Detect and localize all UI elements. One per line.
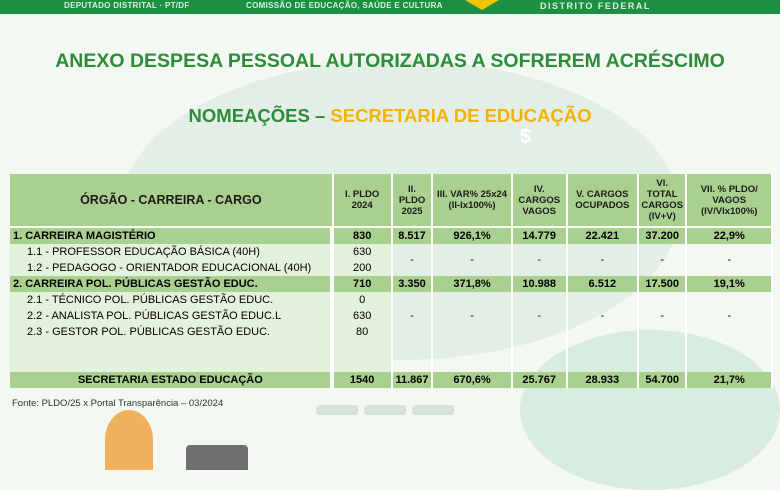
table-cell: 630 <box>334 308 393 324</box>
table-cell: 17.500 <box>639 276 688 292</box>
header-cell: VII. % PLDO/ VAGOS (IV/VIx100%) <box>687 174 773 226</box>
table-row <box>10 292 773 308</box>
group-label: 2. CARREIRA POL. PÚBLICAS GESTÃO EDUC. <box>10 276 334 292</box>
header-cell: III. VAR% 25x24 (II-Ix100%) <box>433 174 512 226</box>
table-spacer-row <box>10 356 773 372</box>
table-cell: - <box>393 292 434 340</box>
table-cell: - <box>433 292 512 340</box>
table-row <box>10 228 773 244</box>
table-cell: 670,6% <box>433 372 512 388</box>
total-label: SECRETARIA ESTADO EDUCAÇÃO <box>10 372 334 388</box>
laptop-icon <box>186 445 248 470</box>
table-cell: 10.988 <box>513 276 568 292</box>
table-cell: 28.933 <box>568 372 639 388</box>
header-cell: IV. CARGOS VAGOS <box>513 174 568 226</box>
table-cell: - <box>393 244 434 276</box>
table-cell: 200 <box>334 260 393 276</box>
table-cell: 37.200 <box>639 228 688 244</box>
table-spacer-row <box>10 340 773 356</box>
table-cell: 22.421 <box>568 228 639 244</box>
header-right-text: DISTRITO FEDERAL <box>540 1 651 11</box>
logo-chevron-icon <box>465 0 499 10</box>
item-label: 2.3 - GESTOR POL. PÚBLICAS GESTÃO EDUC. <box>10 324 334 340</box>
item-label: 1.2 - PEDAGOGO - ORIENTADOR EDUCACIONAL (40H) <box>10 260 334 276</box>
table-cell: 22,9% <box>687 228 773 244</box>
expense-table <box>10 174 773 388</box>
table-row <box>10 244 773 260</box>
table-cell: 1540 <box>334 372 393 388</box>
subtitle-prefix: NOMEAÇÕES – <box>188 105 331 126</box>
table-cell: 11.867 <box>393 372 434 388</box>
table-cell: 6.512 <box>568 276 639 292</box>
table-cell: - <box>639 292 688 340</box>
table-cell: 25.767 <box>513 372 568 388</box>
table-cell: 3.350 <box>393 276 434 292</box>
item-label: 2.1 - TÉCNICO POL. PÚBLICAS GESTÃO EDUC. <box>10 292 334 308</box>
table-cell: - <box>687 292 773 340</box>
table-cell: 0 <box>334 292 393 308</box>
table-cell: - <box>568 244 639 276</box>
table-cell: 630 <box>334 244 393 260</box>
table-cell: 80 <box>334 324 393 340</box>
top-banner <box>0 0 780 14</box>
source-note: Fonte: PLDO/25 x Portal Transparência – 03/2024 <box>12 398 224 409</box>
table-cell: 371,8% <box>433 276 512 292</box>
table-cell: 21,7% <box>687 372 773 388</box>
table-cell: - <box>639 244 688 276</box>
page-title: ANEXO DESPESA PESSOAL AUTORIZADAS A SOFREREM ACRÉSCIMO <box>55 50 725 72</box>
table-header-row <box>10 174 773 226</box>
table-cell: - <box>687 244 773 276</box>
header-cell: I. PLDO 2024 <box>334 174 393 226</box>
table-total-row <box>10 372 773 388</box>
page-subtitle <box>0 105 780 127</box>
item-label: 1.1 - PROFESSOR EDUCAÇÃO BÁSICA (40H) <box>10 244 334 260</box>
table-cell: 8.517 <box>393 228 434 244</box>
item-label: 2.2 - ANALISTA POL. PÚBLICAS GESTÃO EDUC.L <box>10 308 334 324</box>
table-cell: 710 <box>334 276 393 292</box>
dollar-icon: $ <box>520 126 532 148</box>
header-middle-text: COMISSÃO DE EDUCAÇÃO, SAÚDE E CULTURA <box>246 1 443 10</box>
table-cell: 19,1% <box>687 276 773 292</box>
table-cell: 926,1% <box>433 228 512 244</box>
header-cell: VI. TOTAL CARGOS (IV+V) <box>639 174 688 226</box>
header-cell: ÓRGÃO - CARREIRA - CARGO <box>10 174 334 226</box>
header-cell: II. PLDO 2025 <box>393 174 434 226</box>
background-cards <box>316 402 516 412</box>
person-illustration <box>105 410 153 470</box>
group-label: 1. CARREIRA MAGISTÉRIO <box>10 228 334 244</box>
table-cell: - <box>433 244 512 276</box>
header-cell: V. CARGOS OCUPADOS <box>568 174 639 226</box>
table-cell: - <box>513 292 568 340</box>
table-cell: - <box>568 292 639 340</box>
subtitle-highlight: SECRETARIA DE EDUCAÇÃO <box>330 105 592 126</box>
table-cell: - <box>513 244 568 276</box>
table-cell: 14.779 <box>513 228 568 244</box>
table-cell: 54.700 <box>639 372 688 388</box>
table-cell: 830 <box>334 228 393 244</box>
table-row <box>10 276 773 292</box>
header-left-text: DEPUTADO DISTRITAL · PT/DF <box>64 1 190 10</box>
